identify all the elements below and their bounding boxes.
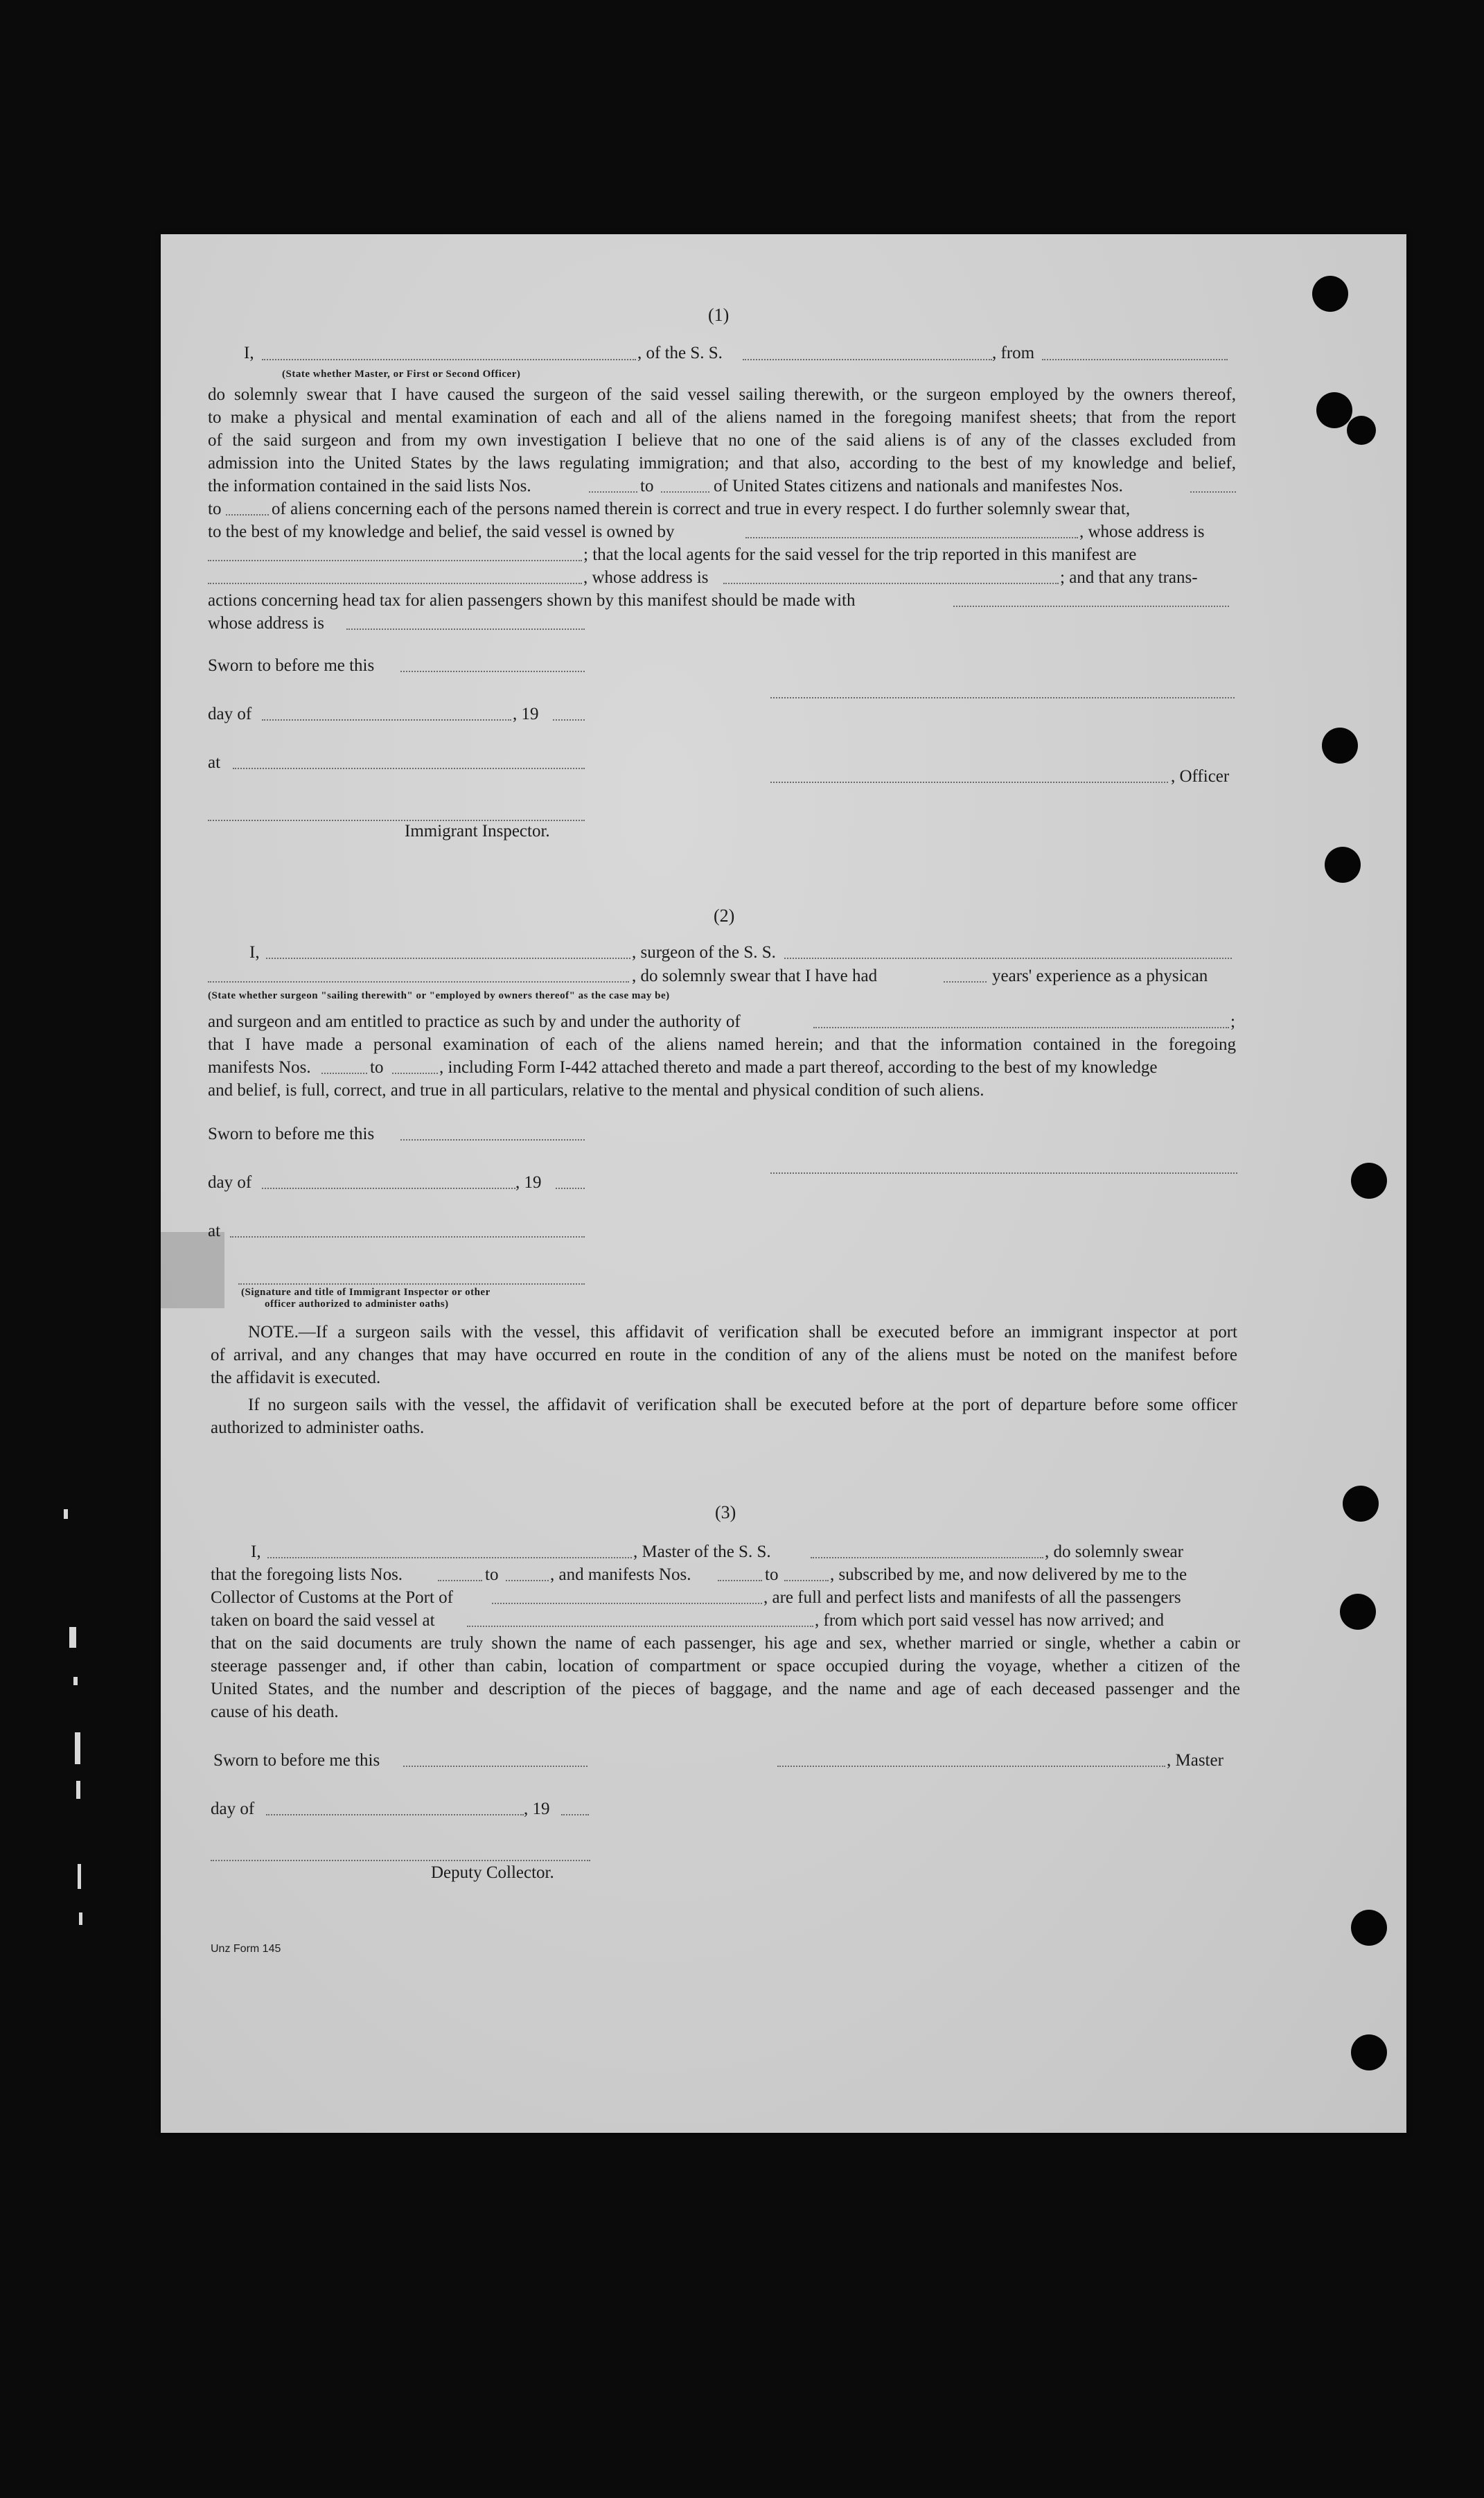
s3-day-label: day of — [211, 1800, 255, 1818]
s3-vessel-field[interactable] — [811, 1557, 1043, 1558]
manifest-from-field[interactable] — [1190, 491, 1236, 493]
master-label: , Master — [1167, 1751, 1224, 1770]
officer-label: , Officer — [1171, 767, 1230, 786]
note-line: NOTE.—If a surgeon sails with the vessel, this affidavit of verification shall be executed before an immigrant inspector at port — [248, 1323, 1237, 1342]
s2-i-label: I, — [249, 943, 260, 962]
s2-year-label: , 19 — [515, 1173, 542, 1192]
s1-line10a: actions concerning head tax for alien passengers shown by this manifest should be made with — [208, 591, 856, 610]
note2-line: If no surgeon sails with the vessel, the affidavit of verification shall be executed before at the port of departure before some officer — [248, 1396, 1237, 1414]
s3-line4a: taken on board the said vessel at — [211, 1611, 435, 1630]
section-1-heading: (1) — [708, 305, 730, 325]
s2-line3: and surgeon and am entitled to practice as such by and under the authority of — [208, 1012, 741, 1031]
master-name-field[interactable] — [267, 1557, 632, 1558]
s2-surgeon-of-label: , surgeon of the S. S. — [632, 943, 776, 962]
s2-day-field[interactable] — [262, 1188, 515, 1189]
s3-line4b: , from which port said vessel has now arrived; and — [815, 1611, 1165, 1630]
s2-line6: and belief, is full, correct, and true in all particulars, relative to the mental and physical condition of such aliens. — [208, 1081, 984, 1100]
punch-hole — [1347, 416, 1376, 445]
s2-sworn-label: Sworn to before me this — [208, 1125, 375, 1143]
s3-text-line: steerage passenger and, if other than cabin, location of compartment or space occupied during the voyage, whether a citizen of the — [211, 1657, 1240, 1675]
immigrant-inspector-label: Immigrant Inspector. — [405, 822, 550, 841]
s3-i-label: I, — [251, 1542, 261, 1561]
film-edge-mark — [69, 1627, 76, 1648]
s1-line5a: the information contained in the said lists Nos. — [208, 477, 531, 495]
s3-end: cause of his death. — [211, 1703, 339, 1721]
section-3-heading: (3) — [715, 1502, 736, 1522]
s1-line11a: whose address is — [208, 614, 325, 633]
s3-swear-label: , do solemnly swear — [1045, 1542, 1183, 1561]
owner-name-field[interactable] — [745, 537, 1078, 538]
note2-end: authorized to administer oaths. — [211, 1418, 425, 1437]
s1-of-ss-label: , of the S. S. — [637, 344, 723, 362]
punch-hole — [1343, 1486, 1379, 1522]
film-edge-mark — [78, 1864, 81, 1889]
s3-year-label: , 19 — [524, 1800, 550, 1818]
s1-year-field[interactable] — [553, 719, 585, 721]
s1-year-label: , 19 — [513, 705, 539, 723]
s3-line2e: , subscribed by me, and now delivered by me to the — [830, 1565, 1187, 1584]
film-edge-mark — [79, 1912, 82, 1925]
s3-line2d: to — [765, 1565, 779, 1584]
s1-line9a: , whose address is — [583, 568, 709, 587]
s1-text-line: admission into the United States by the laws regulating immigration; and that also, according to the best of my knowledge and belief, — [208, 454, 1236, 473]
s2-line4: that I have made a personal examination of each of the aliens named herein; and that the information contained in the foregoing — [208, 1035, 1236, 1054]
s1-at-label: at — [208, 753, 221, 772]
from-port-field[interactable] — [1042, 359, 1228, 360]
officer-name-field[interactable] — [262, 359, 636, 360]
surgeon-name-field[interactable] — [266, 958, 630, 959]
s2-manifest-to-field[interactable] — [392, 1073, 438, 1074]
s1-line9b: ; and that any trans- — [1060, 568, 1198, 587]
s3-line3b: , are full and perfect lists and manifests of all the passengers — [763, 1588, 1181, 1607]
s3-sworn-date-field[interactable] — [403, 1766, 588, 1767]
s2-line2b: years' experience as a physican — [992, 967, 1208, 985]
punch-hole — [1312, 276, 1348, 312]
s1-from-label: , from — [992, 344, 1035, 362]
s1-day-label: day of — [208, 705, 252, 723]
punch-hole — [1351, 1163, 1387, 1199]
s3-line2a: that the foregoing lists Nos. — [211, 1565, 403, 1584]
s1-line6a: to — [208, 500, 222, 518]
citizen-list-from-field[interactable] — [589, 491, 637, 493]
collector-port-field[interactable] — [492, 1603, 762, 1604]
punch-hole — [1325, 847, 1361, 883]
film-edge-mark — [64, 1509, 68, 1519]
s1-sworn-date-field[interactable] — [400, 671, 585, 672]
s2-manifest-from-field[interactable] — [321, 1073, 367, 1074]
s3-list-from-field[interactable] — [438, 1580, 482, 1581]
film-edge-mark — [73, 1677, 78, 1685]
s1-line7b: , whose address is — [1079, 522, 1205, 541]
s3-master-of-label: , Master of the S. S. — [633, 1542, 771, 1561]
s1-line5b: to — [640, 477, 654, 495]
s1-text-line: do solemnly swear that I have caused the surgeon of the said vessel sailing therewith, or the surgeon employed by the owners thereof, — [208, 385, 1236, 404]
form-number: Unz Form 145 — [211, 1943, 281, 1955]
vessel-name-field[interactable] — [743, 359, 992, 360]
s2-line5b: to — [370, 1058, 384, 1077]
owner-address-field[interactable] — [208, 560, 582, 561]
surgeon-signature-line[interactable] — [770, 1172, 1237, 1174]
punch-hole — [1340, 1594, 1376, 1630]
s1-line6b: of aliens concerning each of the persons named therein is correct and true in every respect. I do further solemnly swear that, — [272, 500, 1131, 518]
s1-day-field[interactable] — [262, 719, 511, 721]
section-2-heading: (2) — [714, 906, 735, 926]
s3-line2b: to — [485, 1565, 499, 1584]
s3-text-line: that on the said documents are truly shown the name of each passenger, his age and sex, whether married or single, whether a cabin or — [211, 1634, 1240, 1653]
punch-hole — [1316, 392, 1352, 428]
s2-sig-note-1: (Signature and title of Immigrant Inspector or other — [241, 1287, 491, 1298]
semicolon: ; — [1230, 1012, 1235, 1031]
s2-line5a: manifests Nos. — [208, 1058, 311, 1077]
s2-line2a: , do solemnly swear that I have had — [632, 967, 878, 985]
s3-list-to-field[interactable] — [506, 1580, 549, 1581]
s3-line2c: , and manifests Nos. — [550, 1565, 691, 1584]
s1-i-label: I, — [244, 344, 254, 362]
s3-manifest-from-field[interactable] — [718, 1580, 762, 1581]
s1-line5c: of United States citizens and nationals and manifestes Nos. — [714, 477, 1123, 495]
s3-manifest-to-field[interactable] — [784, 1580, 829, 1581]
stamp-smudge — [161, 1232, 224, 1308]
s1-sworn-label: Sworn to before me this — [208, 656, 375, 675]
citizen-list-to-field[interactable] — [661, 491, 709, 493]
s1-line8a: ; that the local agents for the said vessel for the trip reported in this manifest are — [583, 545, 1137, 564]
s2-vessel-field[interactable] — [784, 958, 1232, 959]
s3-text-line: United States, and the number and description of the pieces of baggage, and the name and age of each deceased passenger and the — [211, 1680, 1240, 1698]
head-tax-party-field[interactable] — [953, 606, 1229, 607]
punch-hole — [1322, 728, 1358, 764]
deputy-collector-label: Deputy Collector. — [431, 1863, 554, 1882]
s2-surgeon-note: (State whether surgeon "sailing therewith" or "employed by owners thereof" as the case may be) — [208, 990, 670, 1001]
s2-sig-note-2: officer authorized to administer oaths) — [265, 1299, 449, 1310]
punch-hole — [1351, 1910, 1387, 1946]
s3-sworn-label: Sworn to before me this — [213, 1751, 380, 1770]
s3-year-field[interactable] — [561, 1814, 589, 1815]
s1-text-line: of the said surgeon and from my own investigation I believe that no one of the said aliens is of any of the classes excluded from — [208, 431, 1236, 450]
surgeon-type-field[interactable] — [208, 981, 629, 983]
s1-line7a: to the best of my knowledge and belief, the said vessel is owned by — [208, 522, 675, 541]
s2-year-field[interactable] — [556, 1188, 585, 1189]
s2-place-field[interactable] — [230, 1236, 585, 1238]
s1-place-field[interactable] — [233, 768, 585, 769]
s2-line5c: , including Form I-442 attached thereto and made a part thereof, according to the best of my knowledge — [439, 1058, 1158, 1077]
s2-sworn-date-field[interactable] — [400, 1139, 585, 1141]
s1-signature-line[interactable] — [770, 697, 1235, 698]
master-signature-field[interactable] — [777, 1766, 1165, 1767]
authority-field[interactable] — [813, 1027, 1229, 1028]
film-edge-mark — [75, 1732, 80, 1764]
s2-inspector-signature-field[interactable] — [238, 1283, 585, 1285]
years-experience-field[interactable] — [944, 981, 987, 983]
manifest-form-page — [161, 234, 1406, 2133]
agent-address-field[interactable] — [723, 583, 1059, 584]
s3-line3a: Collector of Customs at the Port of — [211, 1588, 453, 1607]
s2-at-label: at — [208, 1222, 221, 1240]
s1-text-line: to make a physical and mental examination of each and all of the aliens named in the foregoing manifest sheets; that from the report — [208, 408, 1236, 427]
note-line: of arrival, and any changes that may have occurred en route in the condition of any of the aliens must be noted on the manifest before — [211, 1346, 1237, 1364]
note-end: the affidavit is executed. — [211, 1369, 381, 1387]
punch-hole — [1351, 2034, 1387, 2070]
agent-name-field[interactable] — [208, 583, 582, 584]
manifest-to-field[interactable] — [226, 514, 269, 516]
s3-day-field[interactable] — [266, 1814, 524, 1815]
officer-signature-field[interactable] — [770, 782, 1168, 783]
departure-port-field[interactable] — [467, 1626, 813, 1627]
s2-day-label: day of — [208, 1173, 252, 1192]
film-edge-mark — [76, 1781, 80, 1799]
head-tax-address-field[interactable] — [346, 628, 585, 630]
s1-officer-note: (State whether Master, or First or Second Officer) — [282, 369, 521, 380]
